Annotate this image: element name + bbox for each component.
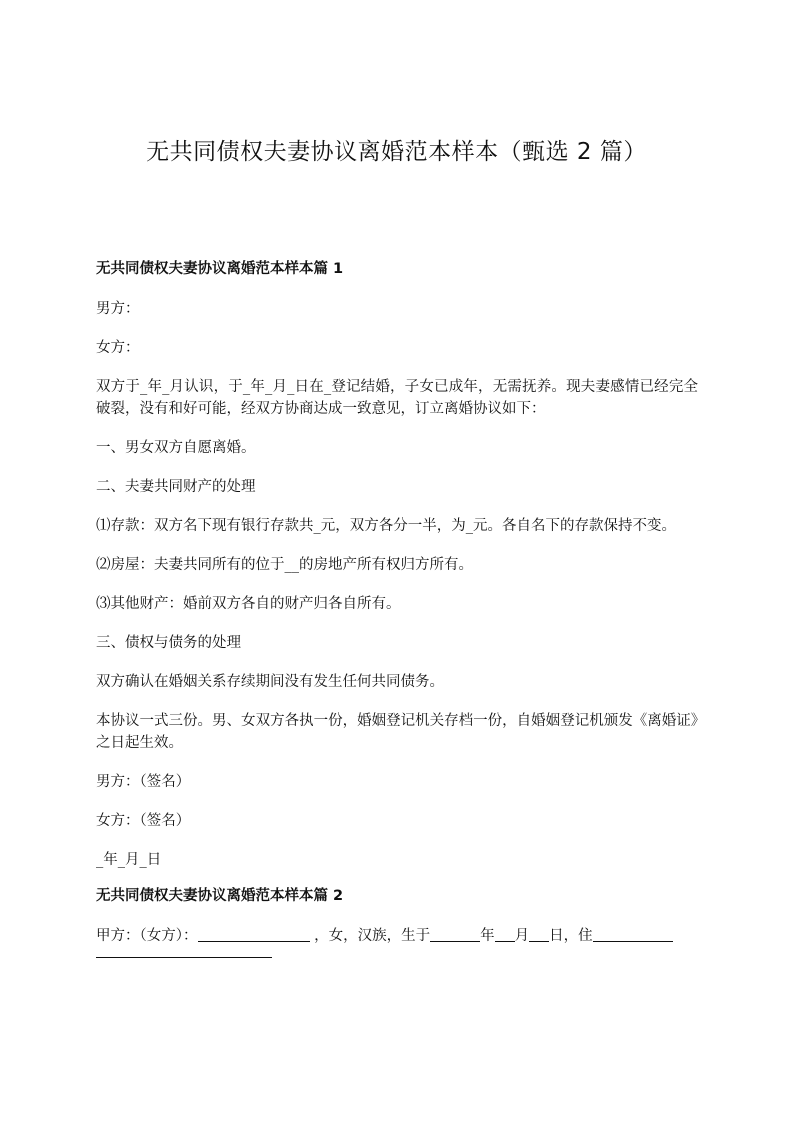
birth-month-blank	[495, 925, 515, 942]
birth-day-blank	[529, 925, 549, 942]
paragraph-copies: 本协议一式三份。男、女双方各执一份，婚姻登记机关存档一份，自婚姻登记机颁发《离婚证》之日起生效。	[96, 713, 698, 751]
paragraph-debt-confirm: 双方确认在婚姻关系存续期间没有发生任何共同债务。	[96, 674, 444, 690]
party-a-label: 甲方：（女方）：	[96, 928, 198, 944]
paragraph-female-party: 女方：	[96, 340, 140, 356]
address-blank-continued	[96, 947, 272, 958]
paragraph-party-a	[96, 925, 698, 958]
paragraph-preamble: 双方于_年_月认识，于_年_月_日在_登记结婚，子女已成年，无需抚养。现夫妻感情已经完全破裂，没有和好可能，经双方协商达成一致意见，订立离婚协议如下：	[96, 379, 698, 417]
year-label: 年	[480, 928, 495, 944]
paragraph-male-party: 男方：	[96, 301, 140, 317]
paragraph-clause-2-heading: 二、夫妻共同财产的处理	[96, 479, 256, 495]
party-a-name-blank	[198, 925, 310, 942]
day-address-label: 日，住	[549, 928, 593, 944]
document-body	[96, 258, 698, 958]
paragraph-clause-2-other: ⑶其他财产：婚前双方各自的财产归各自所有。	[96, 596, 401, 612]
birth-year-blank	[430, 925, 480, 942]
party-a-details: ，女，汉族，生于	[314, 928, 431, 944]
section-heading-1: 无共同债权夫妻协议离婚范本样本篇 1	[96, 261, 344, 277]
paragraph-female-signature: 女方：（签名）	[96, 813, 191, 829]
paragraph-male-signature: 男方：（签名）	[96, 774, 191, 790]
paragraph-clause-3-heading: 三、债权与债务的处理	[96, 635, 241, 651]
month-label: 月	[514, 928, 530, 944]
section-heading-2: 无共同债权夫妻协议离婚范本样本篇 2	[96, 888, 344, 904]
paragraph-clause-2-house: ⑵房屋：夫妻共同所有的位于__的房地产所有权归方所有。	[96, 557, 473, 573]
paragraph-date: _年_月_日	[96, 852, 162, 868]
paragraph-clause-2-deposit: ⑴存款：双方名下现有银行存款共_元，双方各分一半，为_元。各自名下的存款保持不变。	[96, 518, 676, 534]
address-blank	[593, 925, 673, 942]
document-title: 无共同债权夫妻协议离婚范本样本（甄选 2 篇）	[146, 139, 647, 165]
paragraph-clause-1: 一、男女双方自愿离婚。	[96, 440, 256, 456]
